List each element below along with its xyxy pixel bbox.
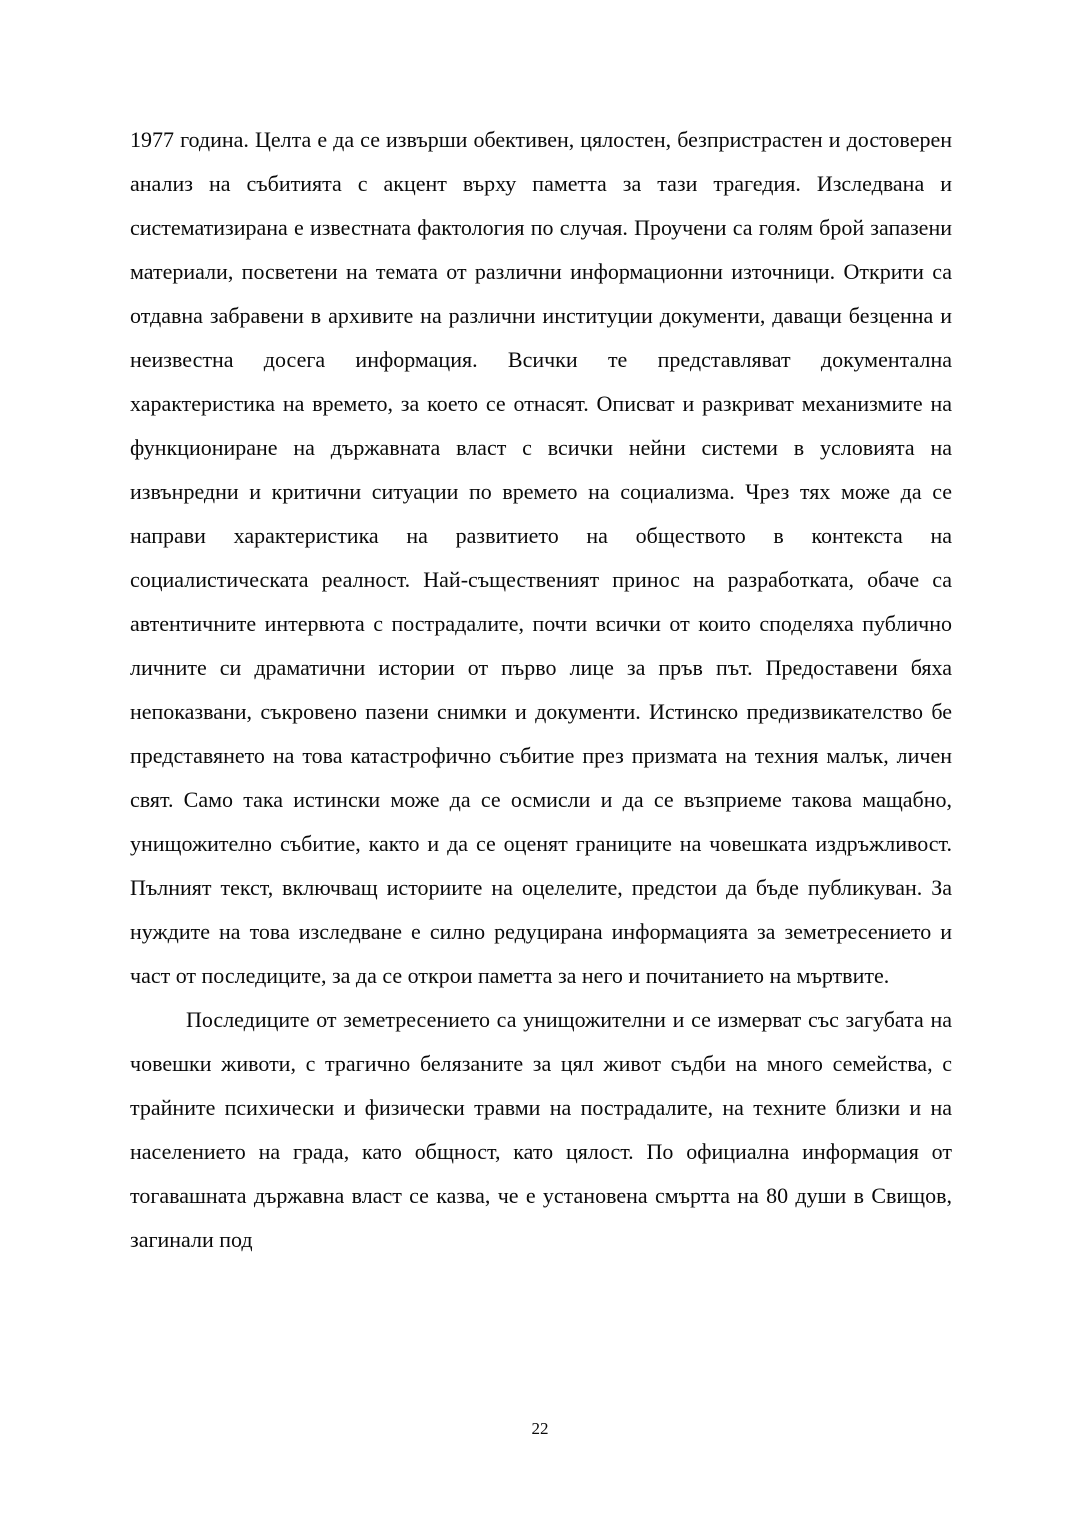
text-block	[130, 118, 952, 1262]
page-footer	[0, 1419, 1080, 1439]
paragraph: 1977 година. Целта е да се извърши обективен, цялостен, безпристрастен и достоверен анализ на събитията с акцент върху паметта за тази трагедия. Изследвана и систематизирана е известната фактология по случая. Проучени са голям брой запазени материали, посветени на темата от различни информационни източници. Открити са отдавна забравени в архивите на различни институции документи, даващи безценна и неизвестна досега информация. Всички те представляват документална характеристика на времето, за което се отнасят. Описват и разкриват механизмите на функциониране на държавната власт с всички нейни системи в условията на извънредни и критични ситуации по времето на социализма. Чрез тях може да се направи характеристика на развитието на обществото в контекста на социалистическата реалност. Най-същественият принос на разработката, обаче са автентичните интервюта с пострадалите, почти всички от които споделяха публично личните си драматични истории от първо лице за пръв път. Предоставени бяха непоказвани, съкровено пазени снимки и документи. Истинско предизвикателство бе представянето на това катастрофично събитие през призмата на техния малък, личен свят. Само така истински може да се осмисли и да се възприеме такова мащабно, унищожително събитие, както и да се оценят границите на човешката издръжливост. Пълният текст, включващ историите на оцелелите, предстои да бъде публикуван. За нуждите на това изследване е силно редуцирана информацията за земетресението и част от последиците, за да се открои паметта за него и почитанието на мъртвите.	[130, 127, 952, 988]
page-number: 22	[531, 1419, 549, 1438]
paragraph: Последиците от земетресението са унищожителни и се измерват със загубата на човешки животи, с трагично белязаните за цял живот съдби на много семейства, с трайните психически и физически травми на пострадалите, на техните близки и на населението на града, като общност, като цялост. По официална информация от тогавашната държавна власт се казва, че е установена смъртта на 80 души в Свищов, загинали под	[130, 1007, 952, 1252]
